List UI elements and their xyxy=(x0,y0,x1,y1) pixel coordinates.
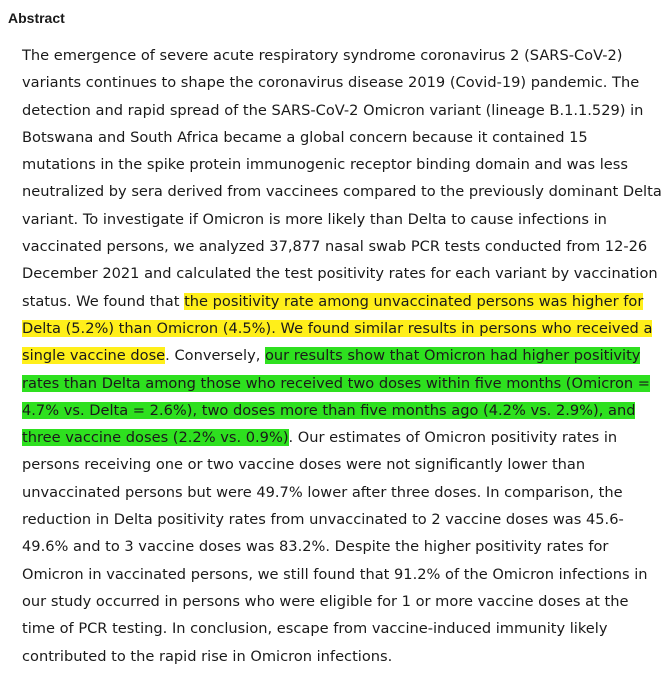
text-segment: . Conversely, xyxy=(165,347,265,365)
green-highlight: rates than Delta among those who received two doses within five months (Omicron = xyxy=(22,374,651,392)
abstract-line xyxy=(22,69,654,96)
text-segment: status. We found that xyxy=(22,292,185,310)
green-highlight: 4.7% vs. Delta = 2.6%), two doses more than five months ago (4.2% vs. 2.9%), and xyxy=(22,401,636,419)
green-highlight: three vaccine doses (2.2% vs. 0.9%) xyxy=(22,429,289,447)
abstract-line xyxy=(22,615,654,642)
text-segment: unvaccinated persons but were 49.7% lower after three doses. In comparison, the xyxy=(22,483,623,501)
text-segment: 49.6% and to 3 vaccine doses was 83.2%. Despite the higher positivity rates for xyxy=(22,538,609,556)
text-segment: Omicron in vaccinated persons, we still found that 91.2% of the Omicron infections in xyxy=(22,565,648,583)
abstract-line xyxy=(22,561,654,588)
green-highlight: our results show that Omicron had higher positivity xyxy=(264,347,641,365)
text-segment: our study occurred in persons who were eligible for 1 or more vaccine doses at the xyxy=(22,592,629,610)
abstract-line xyxy=(22,342,654,369)
text-segment: . Our estimates of Omicron positivity rates in xyxy=(288,429,618,447)
abstract-line xyxy=(22,42,654,69)
yellow-highlight: the positivity rate among unvaccinated persons was higher for xyxy=(184,292,644,310)
abstract-line xyxy=(22,97,654,124)
text-segment: variants continues to shape the coronavirus disease 2019 (Covid-19) pandemic. The xyxy=(22,74,640,92)
yellow-highlight: single vaccine dose xyxy=(22,347,166,365)
abstract-heading: Abstract xyxy=(8,10,65,26)
abstract-line xyxy=(22,260,658,287)
text-segment: mutations in the spike protein immunogenic receptor binding domain and was less xyxy=(22,156,628,174)
abstract-line xyxy=(22,124,654,151)
abstract-line xyxy=(22,315,654,342)
text-segment: time of PCR testing. In conclusion, escape from vaccine-induced immunity likely xyxy=(22,620,608,638)
abstract-line xyxy=(22,533,654,560)
text-segment: contributed to the rapid rise in Omicron infections. xyxy=(22,647,393,665)
abstract-line xyxy=(22,479,654,506)
abstract-line xyxy=(22,588,654,615)
abstract-line xyxy=(22,233,654,260)
text-segment: Botswana and South Africa became a global concern because it contained 15 xyxy=(22,128,588,146)
abstract-line xyxy=(22,643,654,670)
abstract-line xyxy=(22,506,654,533)
text-segment: vaccinated persons, we analyzed 37,877 nasal swab PCR tests conducted from 12-26 xyxy=(22,238,648,256)
text-segment: The emergence of severe acute respiratory syndrome coronavirus 2 (SARS-CoV-2) xyxy=(22,47,623,64)
abstract-line xyxy=(22,288,654,315)
text-segment: reduction in Delta positivity rates from unvaccinated to 2 vaccine doses was 45.6- xyxy=(22,511,624,529)
text-segment: detection and rapid spread of the SARS-CoV-2 Omicron variant (lineage B.1.1.529) in xyxy=(22,101,644,119)
abstract-line xyxy=(22,151,654,178)
text-segment: variant. To investigate if Omicron is more likely than Delta to cause infections in xyxy=(22,210,607,228)
text-segment: December 2021 and calculated the test positivity rates for each variant by vaccination xyxy=(22,265,658,283)
yellow-highlight: Delta (5.2%) than Omicron (4.5%). We found similar results in persons who received a xyxy=(22,319,653,337)
abstract-line xyxy=(22,397,654,424)
text-segment: neutralized by sera derived from vaccinees compared to the previously dominant Delta xyxy=(22,183,662,201)
abstract-line xyxy=(22,451,654,478)
abstract-line xyxy=(22,424,654,451)
abstract-body xyxy=(22,42,662,670)
abstract-line xyxy=(22,370,654,397)
text-segment: persons receiving one or two vaccine doses were not significantly lower than xyxy=(22,456,586,474)
abstract-line xyxy=(22,178,662,205)
abstract-line xyxy=(22,206,654,233)
